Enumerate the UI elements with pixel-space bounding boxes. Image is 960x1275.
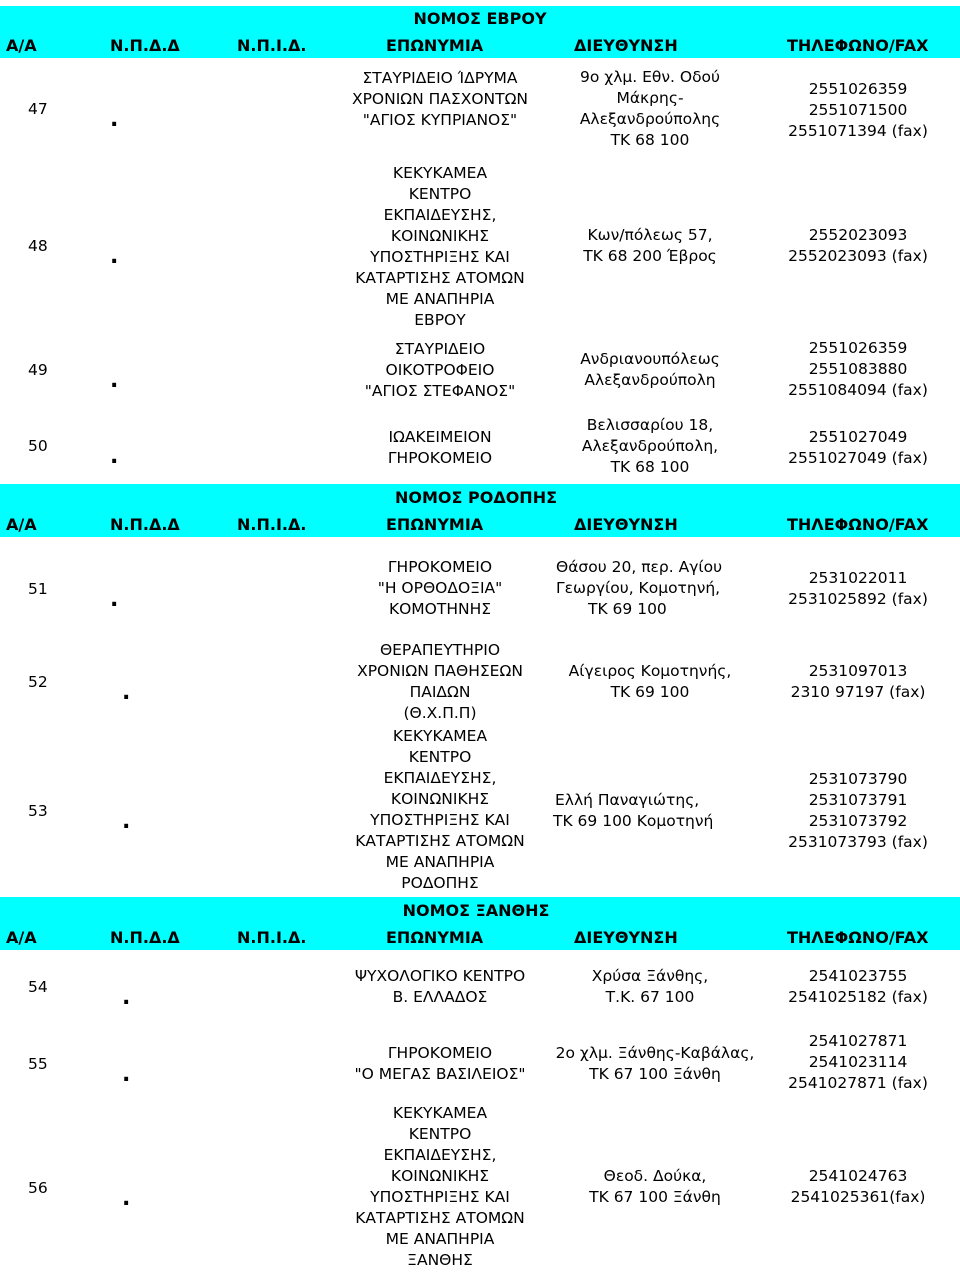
col-header-name: ΕΠΩΝΥΜΙΑ (386, 36, 484, 55)
col-header-name: ΕΠΩΝΥΜΙΑ (386, 515, 484, 534)
col-header-npid: Ν.Π.Ι.Δ. (237, 36, 307, 55)
section-title: ΝΟΜΟΣ ΞΑΝΘΗΣ (402, 901, 550, 920)
npdd-value: . (110, 444, 119, 469)
phone-fax: 2551026359 2551071500 2551071394 (fax) (788, 80, 928, 140)
col-header-address: ΔΙΕΥΘΥΝΣΗ (574, 36, 678, 55)
row-number: 51 (28, 580, 48, 598)
institution-name: ΣΤΑΥΡΙΔΕΙΟ ΟΙΚΟΤΡΟΦΕΙΟ "ΑΓΙΟΣ ΣΤΕΦΑΝΟΣ" (364, 340, 516, 400)
row-number: 53 (28, 802, 48, 820)
address: Ανδριανουπόλεως Αλεξανδρούπολη (580, 350, 720, 389)
institution-name: ΓΗΡΟΚΟΜΕΙΟ "Η ΟΡΘΟΔΟΞΙΑ" ΚΟΜΟΤΗΝΗΣ (377, 558, 503, 618)
row-number: 48 (28, 237, 48, 255)
phone-fax: 2551026359 2551083880 2551084094 (fax) (788, 339, 928, 399)
phone-fax: 2541024763 2541025361(fax) (790, 1167, 926, 1206)
col-header-npid: Ν.Π.Ι.Δ. (237, 515, 307, 534)
address: 9ο χλμ. Εθν. Οδού Μάκρης- Αλεξανδρούπολης ΤΚ 68 100 (579, 68, 721, 149)
row-number: 52 (28, 673, 48, 691)
phone-fax: 2531097013 2310 97197 (fax) (790, 662, 926, 701)
phone-fax: 2531022011 2531025892 (fax) (788, 569, 928, 608)
npdd-value: . (122, 809, 131, 834)
col-header-phone: ΤΗΛΕΦΩΝΟ/FAX (787, 36, 929, 55)
address: Χρύσα Ξάνθης, Τ.Κ. 67 100 (591, 967, 709, 1006)
row-number: 56 (28, 1179, 48, 1197)
section-title: ΝΟΜΟΣ ΡΟΔΟΠΗΣ (394, 488, 558, 507)
col-header-phone: ΤΗΛΕΦΩΝΟ/FAX (787, 928, 929, 947)
row-number: 55 (28, 1055, 48, 1073)
address: Θεοδ. Δούκα, ΤΚ 67 100 Ξάνθη (589, 1167, 721, 1206)
row-number: 49 (28, 361, 48, 379)
phone-fax: 2541023755 2541025182 (fax) (788, 967, 928, 1006)
npdd-value: . (122, 680, 131, 705)
address: Θάσου 20, περ. Αγίου Γεωργίου, Κομοτηνή, ΤΚ 69 100 (556, 558, 723, 618)
npdd-value: . (110, 107, 119, 132)
address: 2ο χλμ. Ξάνθης-Καβάλας, ΤΚ 67 100 Ξάνθη (555, 1044, 755, 1083)
npdd-value: . (110, 587, 119, 612)
npdd-value: . (122, 1186, 131, 1211)
section-header-evros (0, 6, 960, 58)
col-header-address: ΔΙΕΥΘΥΝΣΗ (574, 928, 678, 947)
npdd-value: . (110, 368, 119, 393)
col-header-npdd: Ν.Π.Δ.Δ (110, 36, 180, 55)
address: Βελισσαρίου 18, Αλεξανδρούπολη, ΤΚ 68 100 (581, 416, 719, 476)
phone-fax: 2531073790 2531073791 2531073792 2531073793 (fax) (788, 770, 928, 851)
section-header-xanthi (0, 897, 960, 950)
address: Αίγειρος Κομοτηνής, ΤΚ 69 100 (568, 662, 732, 701)
col-header-address: ΔΙΕΥΘΥΝΣΗ (574, 515, 678, 534)
address: Ελλή Παναγιώτης, ΤΚ 69 100 Κομοτηνή (553, 791, 714, 830)
institution-name: ΓΗΡΟΚΟΜΕΙΟ "Ο ΜΕΓΑΣ ΒΑΣΙΛΕΙΟΣ" (354, 1044, 526, 1083)
institution-name: ΙΩΑΚΕΙΜΕΙΟΝ ΓΗΡΟΚΟΜΕΙΟ (387, 428, 493, 467)
col-header-npdd: Ν.Π.Δ.Δ (110, 515, 180, 534)
phone-fax: 2551027049 2551027049 (fax) (788, 428, 928, 467)
institution-name: ΨΥΧΟΛΟΓΙΚΟ ΚΕΝΤΡΟ Β. ΕΛΛΑΔΟΣ (354, 967, 526, 1006)
row-number: 50 (28, 437, 48, 455)
col-header-aa: Α/Α (6, 515, 37, 534)
institution-name: ΘΕΡΑΠΕΥΤΗΡΙΟ ΧΡΟΝΙΩΝ ΠΑΘΗΣΕΩΝ ΠΑΙΔΩΝ (Θ.Χ.Π.Π) (357, 641, 523, 722)
institution-name: ΚΕΚΥΚΑΜΕΑ ΚΕΝΤΡΟ ΕΚΠΑΙΔΕΥΣΗΣ, ΚΟΙΝΩΝΙΚΗΣ ΥΠΟΣΤΗΡΙΞΗΣ ΚΑΙ ΚΑΤΑΡΤΙΣΗΣ ΑΤΟΜΩΝ ΜΕ ΑΝΑΠΗΡΙΑ ΡΟΔΟΠΗΣ (355, 727, 525, 892)
col-header-aa: Α/Α (6, 36, 37, 55)
row-number: 47 (28, 100, 48, 118)
section-title: ΝΟΜΟΣ ΕΒΡΟΥ (413, 9, 547, 28)
col-header-npid: Ν.Π.Ι.Δ. (237, 928, 307, 947)
section-header-rodopi (0, 484, 960, 537)
col-header-name: ΕΠΩΝΥΜΙΑ (386, 928, 484, 947)
phone-fax: 2552023093 2552023093 (fax) (788, 226, 928, 265)
col-header-phone: ΤΗΛΕΦΩΝΟ/FAX (787, 515, 929, 534)
institution-name: ΚΕΚΥΚΑΜΕΑ ΚΕΝΤΡΟ ΕΚΠΑΙΔΕΥΣΗΣ, ΚΟΙΝΩΝΙΚΗΣ ΥΠΟΣΤΗΡΙΞΗΣ ΚΑΙ ΚΑΤΑΡΤΙΣΗΣ ΑΤΟΜΩΝ ΜΕ ΑΝΑΠΗΡΙΑ ΕΒΡΟΥ (355, 164, 525, 329)
col-header-npdd: Ν.Π.Δ.Δ (110, 928, 180, 947)
address: Κων/πόλεως 57, ΤΚ 68 200 Έβρος (583, 226, 717, 265)
npdd-value: . (122, 985, 131, 1010)
npdd-value: . (122, 1062, 131, 1087)
col-header-aa: Α/Α (6, 928, 37, 947)
institution-name: ΣΤΑΥΡΙΔΕΙΟ ΊΔΡΥΜΑ ΧΡΟΝΙΩΝ ΠΑΣΧΟΝΤΩΝ "ΑΓΙΟΣ ΚΥΠΡΙΑΝΟΣ" (351, 69, 529, 129)
npdd-value: . (110, 244, 119, 269)
row-number: 54 (28, 978, 48, 996)
institution-name: ΚΕΚΥΚΑΜΕΑ ΚΕΝΤΡΟ ΕΚΠΑΙΔΕΥΣΗΣ, ΚΟΙΝΩΝΙΚΗΣ ΥΠΟΣΤΗΡΙΞΗΣ ΚΑΙ ΚΑΤΑΡΤΙΣΗΣ ΑΤΟΜΩΝ ΜΕ ΑΝΑΠΗΡΙΑ ΞΑΝΘΗΣ (355, 1104, 525, 1269)
phone-fax: 2541027871 2541023114 2541027871 (fax) (788, 1032, 928, 1092)
